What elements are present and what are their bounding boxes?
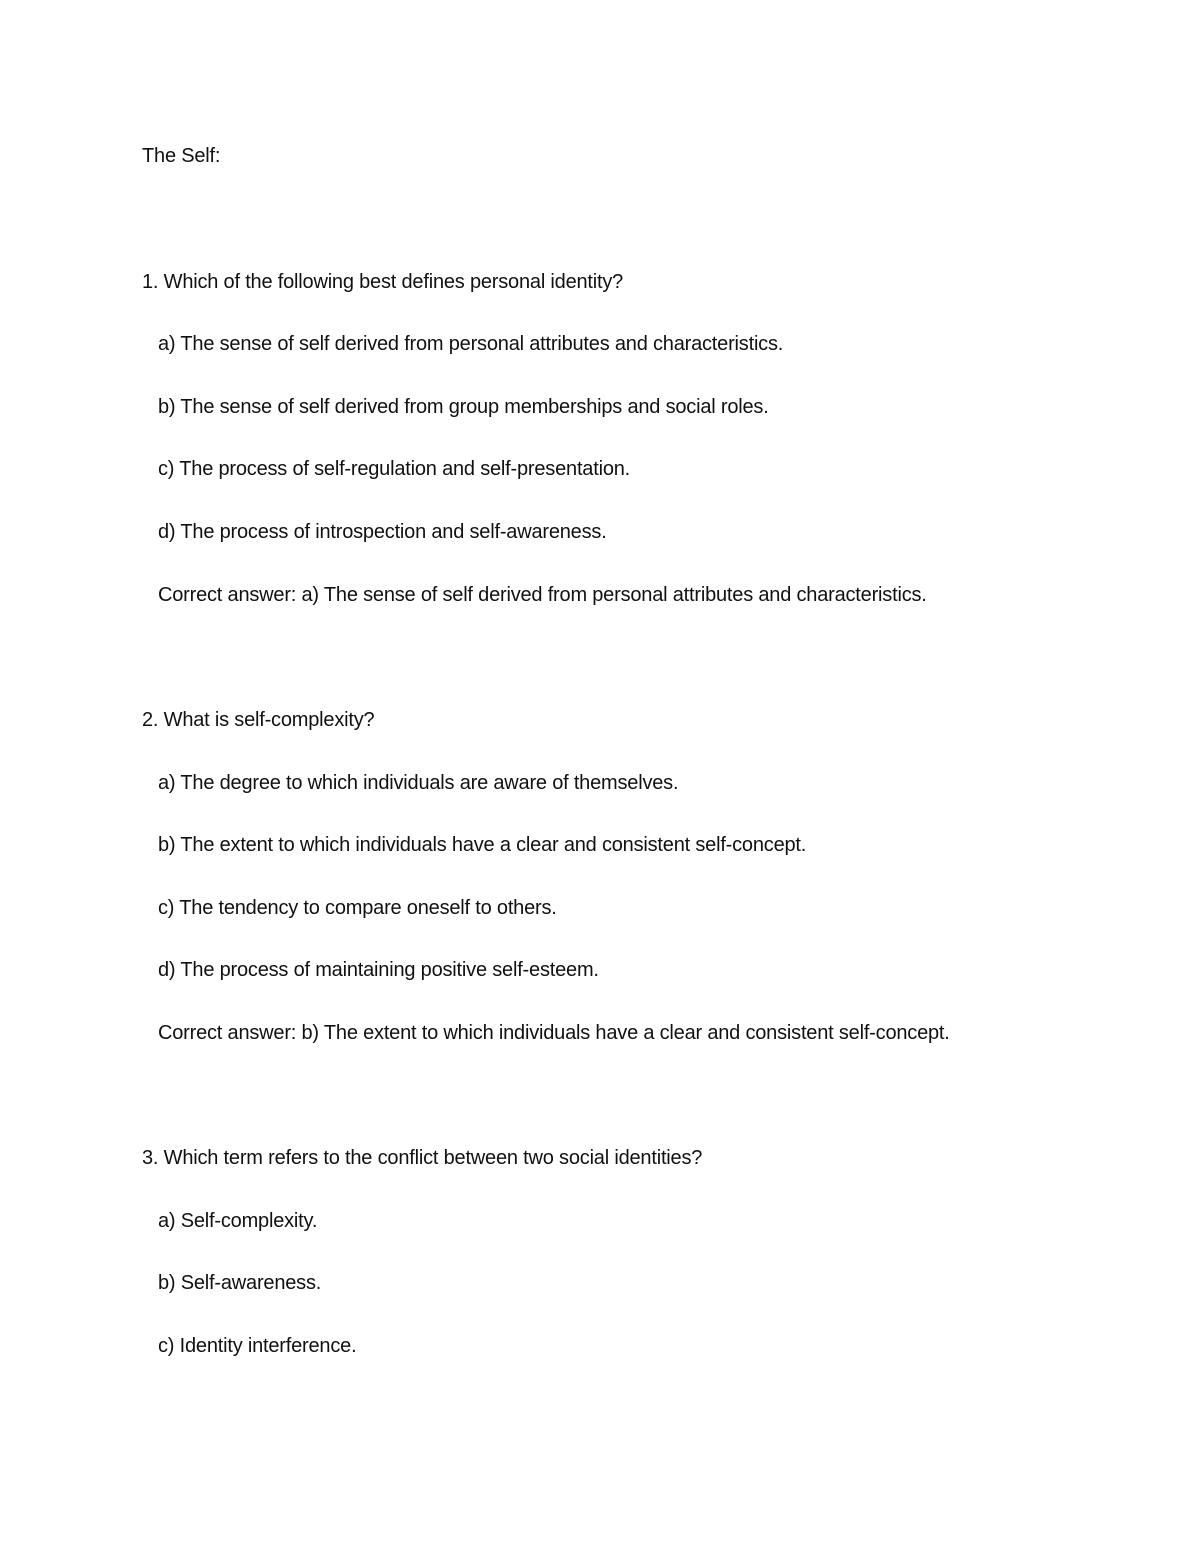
question-1-option-c: c) The process of self-regulation and self-presentation.	[158, 458, 631, 480]
question-2-option-a: a) The degree to which individuals are aware of themselves.	[158, 772, 679, 794]
document-heading: The Self:	[142, 145, 221, 167]
question-3-text: 3. Which term refers to the conflict between two social identities?	[142, 1147, 703, 1169]
question-2-option-d: d) The process of maintaining positive self-esteem.	[158, 959, 599, 981]
question-1-text: 1. Which of the following best defines personal identity?	[142, 271, 624, 293]
question-2-text: 2. What is self-complexity?	[142, 709, 375, 731]
question-1-option-d: d) The process of introspection and self-awareness.	[158, 521, 607, 543]
question-3-option-a: a) Self-complexity.	[158, 1210, 318, 1232]
question-3-option-c: c) Identity interference.	[158, 1335, 357, 1357]
question-1-option-a: a) The sense of self derived from personal attributes and characteristics.	[158, 333, 784, 355]
question-1-answer: Correct answer: a) The sense of self derived from personal attributes and characteristics.	[158, 584, 927, 606]
question-2-option-c: c) The tendency to compare oneself to others.	[158, 897, 557, 919]
question-2-answer: Correct answer: b) The extent to which individuals have a clear and consistent self-concept.	[158, 1022, 950, 1044]
question-1-option-b: b) The sense of self derived from group memberships and social roles.	[158, 396, 769, 418]
question-3-option-b: b) Self-awareness.	[158, 1272, 322, 1294]
question-2-option-b: b) The extent to which individuals have a clear and consistent self-concept.	[158, 834, 807, 856]
